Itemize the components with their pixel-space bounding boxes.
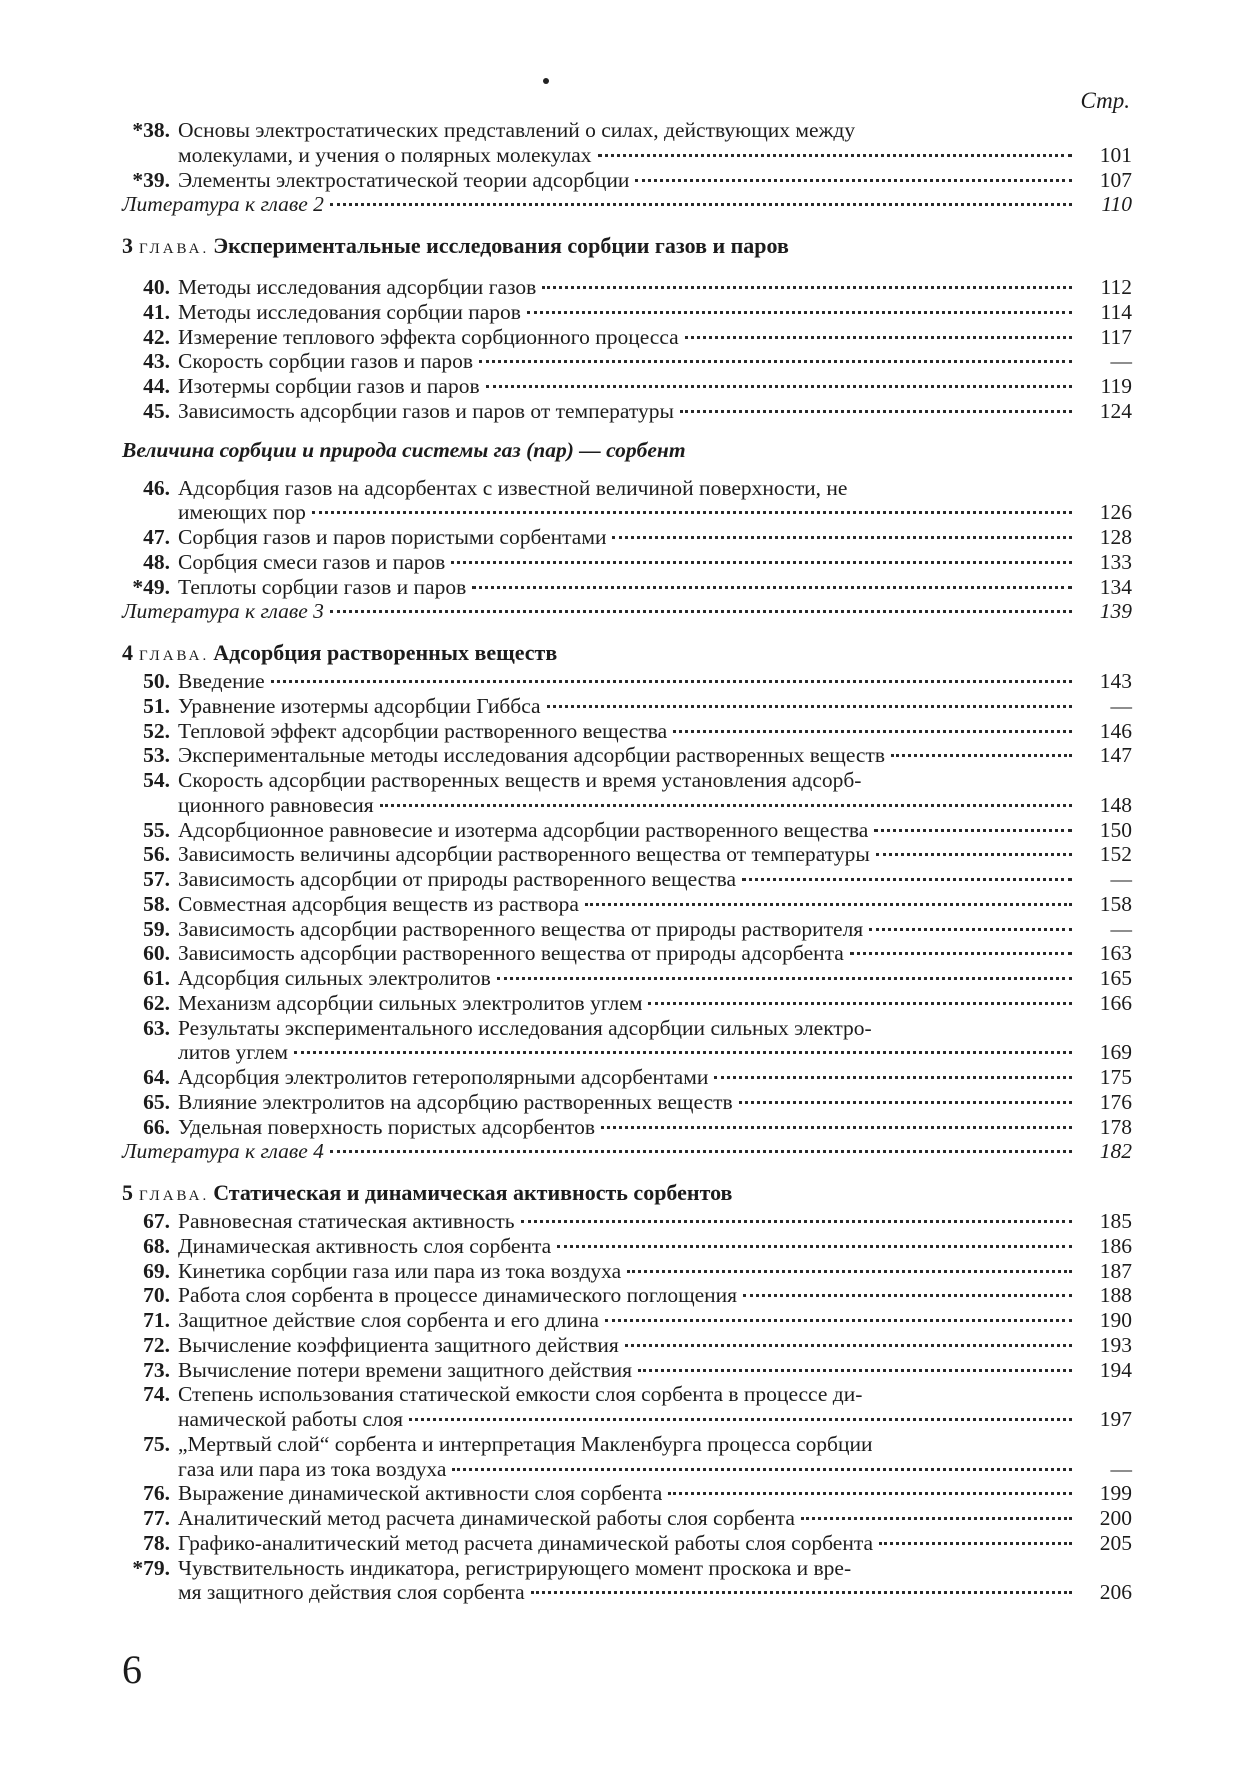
toc-entry[interactable] (122, 399, 1132, 424)
literature-entry[interactable] (122, 1139, 1132, 1164)
entry-page: 185 (1099, 1209, 1132, 1233)
entry-page: — (1110, 1456, 1132, 1481)
toc-entry[interactable] (122, 1531, 1132, 1556)
toc-entry[interactable] (122, 941, 1132, 966)
entry-page: 128 (1099, 525, 1132, 549)
entry-title: Элементы электростатической теории адсорбции (178, 167, 630, 192)
chapter-word: ГЛАВА. (139, 648, 210, 664)
entry-page: 110 (1101, 192, 1132, 217)
chapter-word: ГЛАВА. (139, 1188, 210, 1204)
toc-entry[interactable] (122, 1259, 1132, 1284)
entry-number: 66. (143, 1114, 170, 1139)
entry-page: 119 (1100, 374, 1132, 398)
chapter-title: Экспериментальные исследования сорбции газов и паров (213, 233, 789, 258)
entry-title: Кинетика сорбции газа или пара из тока воздуха (178, 1258, 622, 1283)
toc-entry[interactable] (122, 1209, 1132, 1234)
entry-title: Зависимость величины адсорбции растворенного вещества от температуры (178, 842, 870, 867)
entry-page: — (1110, 867, 1132, 891)
entry-page: 107 (1099, 167, 1132, 192)
chapter-number: 5 (122, 1180, 133, 1205)
entry-title: Защитное действие слоя сорбента и его длина (178, 1308, 599, 1332)
entry-page: 165 (1099, 966, 1132, 990)
entry-title: Зависимость адсорбции растворенного вещества от природы растворителя (178, 916, 864, 941)
chapter-title: Статическая и динамическая активность сорбентов (213, 1180, 733, 1205)
toc-entry[interactable] (122, 1234, 1132, 1259)
entry-title: Уравнение изотермы адсорбции Гиббса (178, 693, 541, 718)
toc-entry[interactable] (122, 525, 1132, 550)
entry-page: 175 (1099, 1065, 1132, 1089)
chapter-heading[interactable] (122, 233, 1132, 262)
entry-page: 186 (1099, 1233, 1132, 1258)
entry-page: 176 (1099, 1089, 1132, 1114)
entry-page: 114 (1100, 299, 1132, 324)
entry-page: — (1110, 916, 1132, 941)
toc-list (122, 118, 1132, 1605)
toc-entry[interactable] (122, 1065, 1132, 1090)
toc-entry[interactable] (122, 1283, 1132, 1308)
entry-title-cont: газа или пара из тока воздуха (178, 1456, 447, 1481)
toc-entry[interactable] (122, 275, 1132, 300)
entry-page: 187 (1099, 1258, 1132, 1283)
entry-number: *49. (132, 574, 170, 599)
entry-page: 199 (1099, 1481, 1132, 1506)
print-speck (543, 78, 549, 84)
entry-number: 41. (143, 299, 170, 324)
entry-page: 147 (1099, 743, 1132, 768)
toc-entry[interactable] (122, 743, 1132, 768)
entry-title: Равновесная статическая активность (178, 1209, 515, 1233)
toc-entry[interactable] (122, 966, 1132, 991)
entry-number: 43. (143, 349, 170, 374)
entry-number: 61. (143, 966, 170, 990)
entry-title: Адсорбция газов на адсорбентах с известной величиной поверхности, не (178, 475, 848, 500)
entry-number: 45. (143, 398, 170, 423)
entry-number: 56. (143, 842, 170, 867)
chapter-heading[interactable] (122, 1180, 1132, 1209)
toc-entry[interactable] (122, 1333, 1132, 1358)
toc-entry[interactable] (122, 575, 1132, 600)
entry-title-cont: ционного равновесия (178, 792, 374, 817)
toc-entry[interactable] (122, 1481, 1132, 1506)
entry-number: 74. (143, 1382, 170, 1407)
entry-number: 76. (143, 1481, 170, 1506)
entry-title: Экспериментальные методы исследования адсорбции растворенных веществ (178, 743, 886, 768)
entry-number: 67. (143, 1209, 170, 1233)
entry-title: Тепловой эффект адсорбции растворенного вещества (178, 718, 668, 743)
toc-entry[interactable] (122, 1115, 1132, 1140)
entry-page: 117 (1100, 324, 1132, 349)
entry-title: Динамическая активность слоя сорбента (178, 1233, 552, 1258)
entry-number: 63. (143, 1015, 170, 1040)
entry-page: 158 (1099, 891, 1132, 916)
entry-title: Сорбция смеси газов и паров (178, 549, 446, 574)
entry-title: Введение (178, 669, 265, 693)
entry-title: Вычисление потери времени защитного действия (178, 1357, 632, 1382)
entry-number: 57. (143, 867, 170, 891)
entry-title: Графико-аналитический метод расчета динамической работы слоя сорбента (178, 1530, 874, 1555)
entry-page: 188 (1099, 1283, 1132, 1308)
entry-title: Методы исследования адсорбции газов (178, 275, 537, 299)
literature-entry[interactable] (122, 599, 1132, 624)
entry-title: Результаты экспериментального исследования адсорбции сильных электро- (178, 1015, 872, 1040)
entry-number: 40. (143, 275, 170, 299)
entry-title: Теплоты сорбции газов и паров (178, 574, 467, 599)
chapter-number: 4 (122, 640, 133, 665)
entry-page: 193 (1099, 1332, 1132, 1357)
toc-entry[interactable] (122, 917, 1132, 942)
entry-title: Измерение теплового эффекта сорбционного процесса (178, 324, 679, 349)
entry-number: 52. (143, 718, 170, 743)
entry-page: 150 (1099, 817, 1132, 842)
entry-title-cont: мя защитного действия слоя сорбента (178, 1580, 525, 1605)
entry-title: Зависимость адсорбции газов и паров от температуры (178, 398, 674, 423)
toc-entry[interactable] (122, 1556, 1132, 1606)
entry-number: 65. (143, 1089, 170, 1114)
entry-page: 206 (1099, 1580, 1132, 1605)
toc-entry[interactable] (122, 1090, 1132, 1115)
chapter-heading[interactable] (122, 640, 1132, 669)
entry-title: Механизм адсорбции сильных электролитов углем (178, 990, 643, 1015)
entry-number: 72. (143, 1332, 170, 1357)
entry-number: *38. (132, 118, 170, 142)
toc-entry[interactable] (122, 300, 1132, 325)
entry-number: 70. (143, 1283, 170, 1308)
entry-page: 197 (1099, 1407, 1132, 1431)
toc-entry[interactable] (122, 325, 1132, 350)
section-subheading: Величина сорбции и природа системы газ (пар) — сорбент (122, 437, 686, 462)
entry-page: — (1110, 349, 1132, 374)
page-column-header: Стр. (1080, 88, 1130, 113)
entry-number: 48. (143, 549, 170, 574)
entry-page: 133 (1099, 549, 1132, 574)
toc-entry[interactable] (122, 349, 1132, 374)
toc-entry[interactable] (122, 1308, 1132, 1333)
entry-page: 134 (1099, 574, 1132, 599)
entry-number: 54. (143, 768, 170, 792)
entry-page: — (1110, 693, 1132, 718)
entry-title: Аналитический метод расчета динамической работы слоя сорбента (178, 1506, 795, 1530)
entry-title: Основы электростатических представлений о силах, действующих между (178, 118, 856, 142)
entry-number: 77. (143, 1506, 170, 1530)
entry-page: 166 (1099, 990, 1132, 1015)
entry-page: 148 (1099, 792, 1132, 817)
literature-title: Литература к главе 3 (122, 599, 324, 624)
toc-entry[interactable] (122, 991, 1132, 1016)
literature-entry[interactable] (122, 192, 1132, 217)
toc-entry[interactable] (122, 818, 1132, 843)
toc-entry[interactable] (122, 1016, 1132, 1066)
entry-title: „Мертвый слой“ сорбента и интерпретация Макленбурга процесса сорбции (178, 1431, 873, 1456)
toc-entry[interactable] (122, 694, 1132, 719)
toc-entry[interactable] (122, 842, 1132, 867)
page-number: 6 (122, 1647, 142, 1692)
entry-number: 75. (143, 1431, 170, 1456)
toc-entry[interactable] (122, 768, 1132, 818)
entry-number: *79. (132, 1555, 170, 1580)
entry-number: 68. (143, 1233, 170, 1258)
entry-title: Адсорбционное равновесие и изотерма адсорбции растворенного вещества (178, 817, 869, 842)
entry-title: Удельная поверхность пористых адсорбентов (178, 1114, 596, 1139)
entry-number: 51. (143, 693, 170, 718)
entry-page: 112 (1100, 275, 1132, 299)
entry-title-cont: намической работы слоя (178, 1407, 403, 1431)
toc-entry[interactable] (122, 892, 1132, 917)
toc-entry[interactable] (122, 1506, 1132, 1531)
entry-page: 182 (1099, 1139, 1132, 1164)
entry-page: 190 (1099, 1308, 1132, 1332)
entry-title: Скорость сорбции газов и паров (178, 349, 474, 374)
toc-entry[interactable] (122, 168, 1132, 193)
toc-entry[interactable] (122, 669, 1132, 694)
entry-title: Адсорбция сильных электролитов (178, 966, 491, 990)
entry-title: Степень использования статической емкости слоя сорбента в процессе ди- (178, 1382, 863, 1407)
entry-number: 69. (143, 1258, 170, 1283)
literature-title: Литература к главе 2 (122, 192, 324, 217)
entry-number: 60. (143, 941, 170, 966)
entry-title-cont: молекулами, и учения о полярных молекулах (178, 142, 592, 167)
entry-page: 124 (1099, 398, 1132, 423)
entry-number: 62. (143, 990, 170, 1015)
toc-entry[interactable] (122, 1382, 1132, 1432)
entry-page: 163 (1099, 941, 1132, 966)
toc-entry[interactable] (122, 719, 1132, 744)
entry-page: 178 (1099, 1114, 1132, 1139)
entry-page: 200 (1099, 1506, 1132, 1530)
toc-entry[interactable] (122, 1432, 1132, 1482)
entry-number: 44. (143, 374, 170, 398)
entry-title: Скорость адсорбции растворенных веществ и время установления адсорб- (178, 768, 862, 792)
entry-page: 146 (1099, 718, 1132, 743)
entry-number: *39. (132, 167, 170, 192)
entry-number: 71. (143, 1308, 170, 1332)
entry-title: Зависимость адсорбции от природы растворенного вещества (178, 867, 737, 891)
entry-title: Выражение динамической активности слоя сорбента (178, 1481, 663, 1506)
toc-entry[interactable] (122, 550, 1132, 575)
entry-page: 169 (1099, 1040, 1132, 1065)
entry-number: 53. (143, 743, 170, 768)
entry-page: 152 (1099, 842, 1132, 867)
toc-entry[interactable] (122, 867, 1132, 892)
toc-entry[interactable] (122, 374, 1132, 399)
entry-title-cont: имеющих пор (178, 500, 306, 525)
entry-title: Вычисление коэффициента защитного действия (178, 1332, 619, 1357)
chapter-number: 3 (122, 233, 133, 258)
entry-title: Сорбция газов и паров пористыми сорбентами (178, 525, 607, 549)
entry-page: 205 (1099, 1530, 1132, 1555)
entry-title: Адсорбция электролитов гетерополярными адсорбентами (178, 1065, 709, 1089)
entry-title: Чувствительность индикатора, регистрирующего момент проскока и вре- (178, 1555, 852, 1580)
entry-number: 59. (143, 916, 170, 941)
entry-title: Зависимость адсорбции растворенного вещества от природы адсорбента (178, 941, 844, 966)
entry-page: 194 (1099, 1357, 1132, 1382)
entry-title: Совместная адсорбция веществ из раствора (178, 891, 579, 916)
entry-title: Изотермы сорбции газов и паров (178, 374, 480, 398)
entry-title: Методы исследования сорбции паров (178, 299, 521, 324)
entry-number: 50. (143, 669, 170, 693)
entry-number: 55. (143, 817, 170, 842)
entry-title: Влияние электролитов на адсорбцию растворенных веществ (178, 1089, 733, 1114)
entry-title-cont: литов углем (178, 1040, 288, 1065)
entry-number: 47. (143, 525, 170, 549)
toc-entry[interactable] (122, 118, 1132, 168)
entry-number: 78. (143, 1530, 170, 1555)
chapter-word: ГЛАВА. (139, 241, 210, 257)
literature-title: Литература к главе 4 (122, 1139, 324, 1164)
entry-number: 58. (143, 891, 170, 916)
entry-page: 101 (1099, 142, 1132, 167)
entry-number: 46. (143, 475, 170, 500)
entry-page: 143 (1099, 669, 1132, 693)
entry-number: 64. (143, 1065, 170, 1089)
toc-entry[interactable] (122, 1358, 1132, 1383)
entry-page: 126 (1099, 500, 1132, 525)
chapter-title: Адсорбция растворенных веществ (213, 640, 558, 665)
toc-entry[interactable] (122, 476, 1132, 526)
entry-page: 139 (1099, 599, 1132, 624)
entry-number: 42. (143, 324, 170, 349)
entry-title: Работа слоя сорбента в процессе динамического поглощения (178, 1283, 738, 1308)
entry-number: 73. (143, 1357, 170, 1382)
